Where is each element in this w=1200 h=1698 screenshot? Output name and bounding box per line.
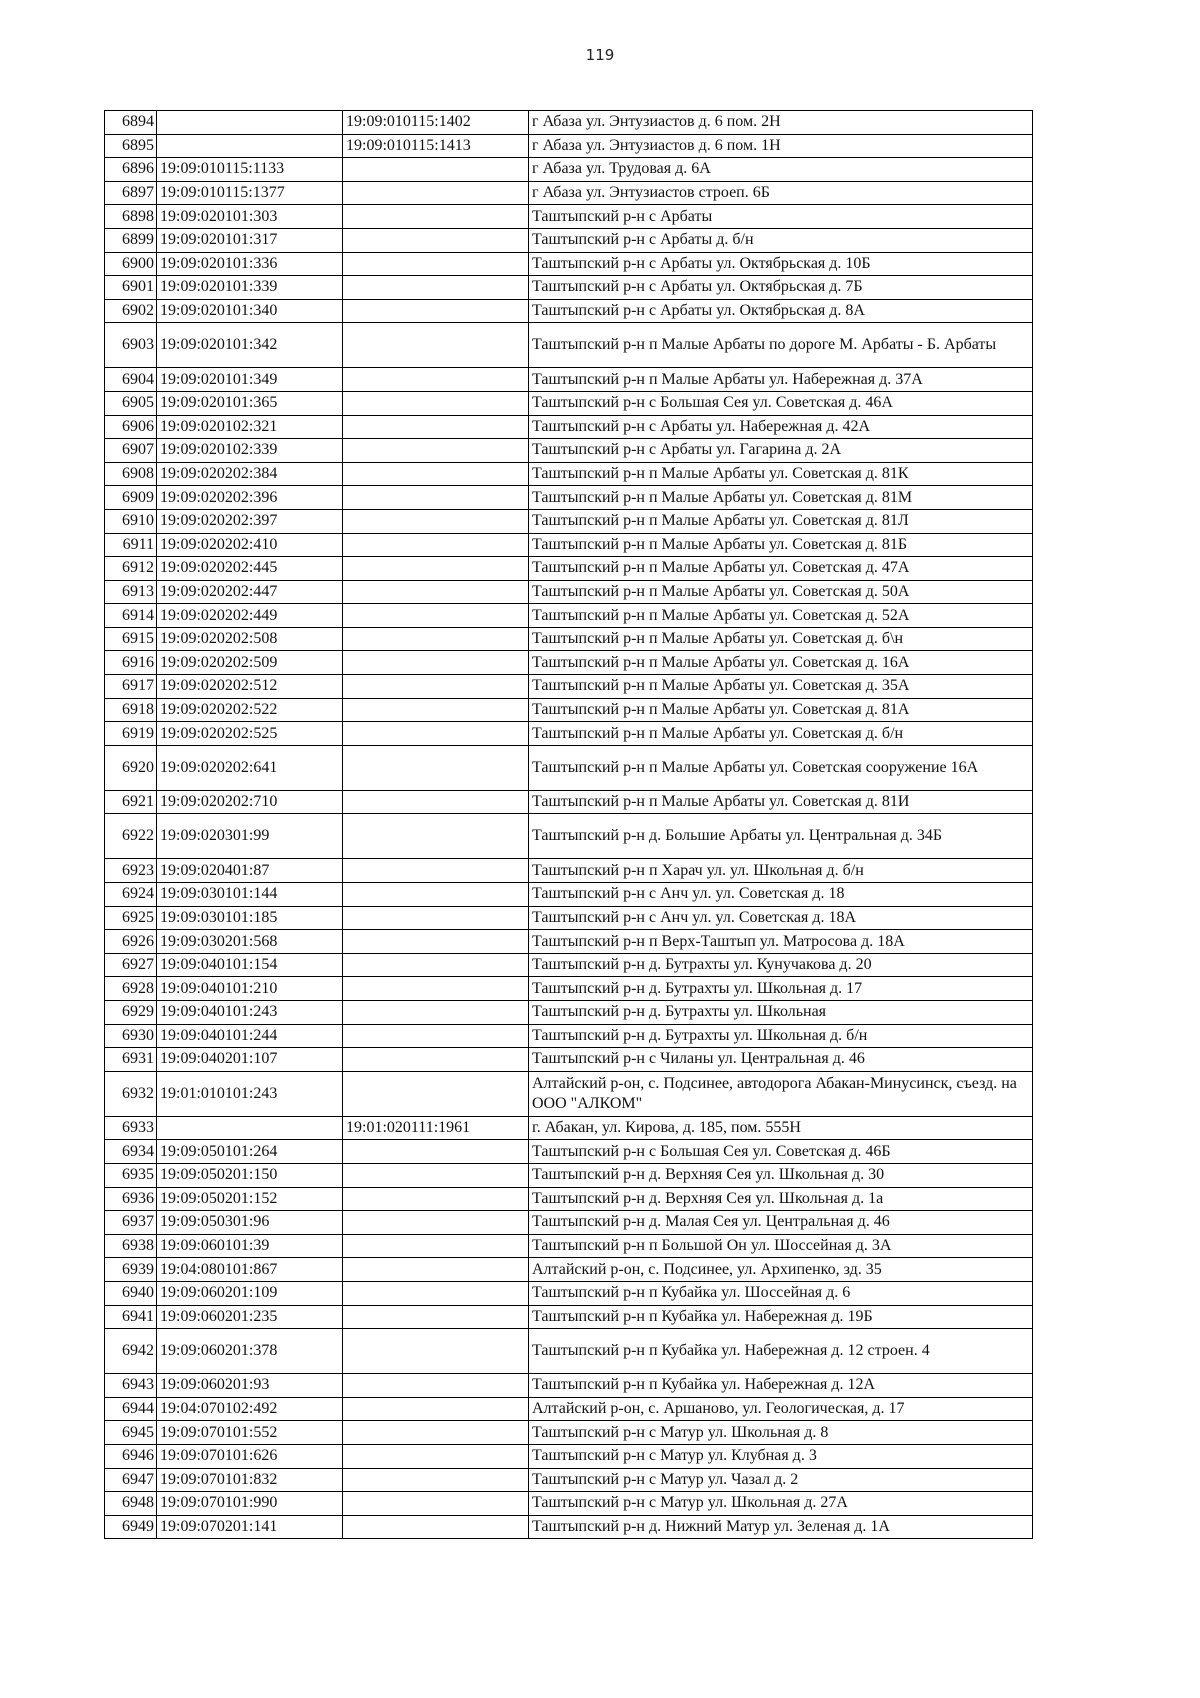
row-number-cell: 6920 <box>105 745 157 790</box>
table-row <box>105 1444 1033 1468</box>
cadastral-number-cell: 19:09:020101:336 <box>157 252 343 276</box>
row-number-cell: 6895 <box>105 134 157 158</box>
premises-cadastral-cell <box>343 368 529 392</box>
table-row <box>105 1234 1033 1258</box>
address-cell: Таштыпский р-н д. Большие Арбаты ул. Центральная д. 34Б <box>529 814 1033 859</box>
premises-cadastral-cell <box>343 930 529 954</box>
table-row <box>105 790 1033 814</box>
premises-cadastral-cell <box>343 1258 529 1282</box>
table-row <box>105 1048 1033 1072</box>
premises-cadastral-cell <box>343 158 529 182</box>
address-cell: Таштыпский р-н с Большая Сея ул. Советская д. 46А <box>529 391 1033 415</box>
registry-table-body <box>105 111 1033 1539</box>
row-number-cell: 6901 <box>105 276 157 300</box>
cadastral-number-cell <box>157 134 343 158</box>
table-row <box>105 181 1033 205</box>
address-cell: Таштыпский р-н с Арбаты ул. Октябрьская д. 10Б <box>529 252 1033 276</box>
row-number-cell: 6923 <box>105 859 157 883</box>
registry-table <box>104 110 1033 1539</box>
address-cell: Таштыпский р-н с Арбаты д. б/н <box>529 228 1033 252</box>
cadastral-number-cell: 19:04:080101:867 <box>157 1258 343 1282</box>
row-number-cell: 6946 <box>105 1444 157 1468</box>
cadastral-number-cell: 19:09:060201:93 <box>157 1374 343 1398</box>
cadastral-number-cell: 19:09:020202:397 <box>157 509 343 533</box>
premises-cadastral-cell <box>343 1163 529 1187</box>
premises-cadastral-cell <box>343 580 529 604</box>
row-number-cell: 6915 <box>105 627 157 651</box>
table-row <box>105 368 1033 392</box>
address-cell: Таштыпский р-н п Малые Арбаты ул. Советская д. 81А <box>529 698 1033 722</box>
table-row <box>105 675 1033 699</box>
address-cell: Таштыпский р-н п Малые Арбаты ул. Советская д. 81И <box>529 790 1033 814</box>
cadastral-number-cell: 19:09:020101:342 <box>157 323 343 368</box>
row-number-cell: 6938 <box>105 1234 157 1258</box>
premises-cadastral-cell <box>343 1211 529 1235</box>
cadastral-number-cell: 19:09:040101:243 <box>157 1001 343 1025</box>
premises-cadastral-cell <box>343 1071 529 1116</box>
premises-cadastral-cell: 19:01:020111:1961 <box>343 1116 529 1140</box>
premises-cadastral-cell <box>343 722 529 746</box>
cadastral-number-cell: 19:09:060201:378 <box>157 1329 343 1374</box>
row-number-cell: 6942 <box>105 1329 157 1374</box>
cadastral-number-cell: 19:09:070101:990 <box>157 1492 343 1516</box>
table-row <box>105 1468 1033 1492</box>
premises-cadastral-cell <box>343 1048 529 1072</box>
address-cell: г Абаза ул. Энтузиастов д. 6 пом. 1Н <box>529 134 1033 158</box>
table-row <box>105 111 1033 135</box>
cadastral-number-cell: 19:09:030101:144 <box>157 883 343 907</box>
table-row <box>105 533 1033 557</box>
cadastral-number-cell: 19:09:020101:317 <box>157 228 343 252</box>
address-cell: Таштыпский р-н п Харач ул. ул. Школьная д. б/н <box>529 859 1033 883</box>
premises-cadastral-cell <box>343 1140 529 1164</box>
address-cell: Таштыпский р-н д. Бутрахты ул. Школьная д. 17 <box>529 977 1033 1001</box>
premises-cadastral-cell <box>343 675 529 699</box>
cadastral-number-cell: 19:09:050101:264 <box>157 1140 343 1164</box>
table-row <box>105 604 1033 628</box>
premises-cadastral-cell <box>343 1329 529 1374</box>
row-number-cell: 6921 <box>105 790 157 814</box>
table-row <box>105 391 1033 415</box>
table-row <box>105 698 1033 722</box>
row-number-cell: 6902 <box>105 299 157 323</box>
premises-cadastral-cell <box>343 1468 529 1492</box>
row-number-cell: 6922 <box>105 814 157 859</box>
premises-cadastral-cell <box>343 790 529 814</box>
premises-cadastral-cell <box>343 745 529 790</box>
cadastral-number-cell: 19:09:020202:447 <box>157 580 343 604</box>
address-cell: Таштыпский р-н с Арбаты ул. Гагарина д. 2А <box>529 439 1033 463</box>
cadastral-number-cell: 19:09:070101:626 <box>157 1444 343 1468</box>
cadastral-number-cell: 19:09:020202:445 <box>157 557 343 581</box>
row-number-cell: 6932 <box>105 1071 157 1116</box>
premises-cadastral-cell <box>343 252 529 276</box>
table-row <box>105 205 1033 229</box>
cadastral-number-cell: 19:09:040201:107 <box>157 1048 343 1072</box>
row-number-cell: 6914 <box>105 604 157 628</box>
table-row <box>105 509 1033 533</box>
address-cell: г Абаза ул. Энтузиастов д. 6 пом. 2Н <box>529 111 1033 135</box>
table-row <box>105 1305 1033 1329</box>
address-cell: Таштыпский р-н с Матур ул. Школьная д. 27А <box>529 1492 1033 1516</box>
table-row <box>105 276 1033 300</box>
address-cell: Таштыпский р-н д. Верхняя Сея ул. Школьная д. 30 <box>529 1163 1033 1187</box>
premises-cadastral-cell: 19:09:010115:1402 <box>343 111 529 135</box>
cadastral-number-cell: 19:09:040101:210 <box>157 977 343 1001</box>
table-row <box>105 953 1033 977</box>
table-row <box>105 486 1033 510</box>
premises-cadastral-cell <box>343 181 529 205</box>
premises-cadastral-cell <box>343 1374 529 1398</box>
cadastral-number-cell: 19:09:050301:96 <box>157 1211 343 1235</box>
table-row <box>105 134 1033 158</box>
cadastral-number-cell: 19:09:020202:410 <box>157 533 343 557</box>
cadastral-number-cell: 19:09:020202:508 <box>157 627 343 651</box>
address-cell: Таштыпский р-н д. Малая Сея ул. Центральная д. 46 <box>529 1211 1033 1235</box>
table-row <box>105 1421 1033 1445</box>
row-number-cell: 6905 <box>105 391 157 415</box>
row-number-cell: 6924 <box>105 883 157 907</box>
cadastral-number-cell: 19:09:020301:99 <box>157 814 343 859</box>
table-row <box>105 462 1033 486</box>
table-row <box>105 1187 1033 1211</box>
cadastral-number-cell: 19:09:020202:522 <box>157 698 343 722</box>
row-number-cell: 6918 <box>105 698 157 722</box>
table-row <box>105 1258 1033 1282</box>
premises-cadastral-cell: 19:09:010115:1413 <box>343 134 529 158</box>
row-number-cell: 6904 <box>105 368 157 392</box>
table-row <box>105 1492 1033 1516</box>
address-cell: Таштыпский р-н п Кубайка ул. Шоссейная д. 6 <box>529 1281 1033 1305</box>
row-number-cell: 6945 <box>105 1421 157 1445</box>
cadastral-number-cell: 19:09:020101:339 <box>157 276 343 300</box>
cadastral-number-cell: 19:09:030201:568 <box>157 930 343 954</box>
row-number-cell: 6925 <box>105 906 157 930</box>
cadastral-number-cell: 19:04:070102:492 <box>157 1397 343 1421</box>
address-cell: Таштыпский р-н с Матур ул. Клубная д. 3 <box>529 1444 1033 1468</box>
premises-cadastral-cell <box>343 906 529 930</box>
row-number-cell: 6934 <box>105 1140 157 1164</box>
cadastral-number-cell: 19:09:020202:641 <box>157 745 343 790</box>
row-number-cell: 6947 <box>105 1468 157 1492</box>
address-cell: Таштыпский р-н п Малые Арбаты ул. Советская д. 35А <box>529 675 1033 699</box>
table-row <box>105 1140 1033 1164</box>
table-row <box>105 1071 1033 1116</box>
address-cell: Таштыпский р-н п Верх-Таштып ул. Матросова д. 18А <box>529 930 1033 954</box>
table-row <box>105 883 1033 907</box>
table-row <box>105 906 1033 930</box>
table-row <box>105 814 1033 859</box>
row-number-cell: 6909 <box>105 486 157 510</box>
premises-cadastral-cell <box>343 1001 529 1025</box>
row-number-cell: 6897 <box>105 181 157 205</box>
row-number-cell: 6906 <box>105 415 157 439</box>
premises-cadastral-cell <box>343 1397 529 1421</box>
address-cell: Таштыпский р-н д. Верхняя Сея ул. Школьная д. 1а <box>529 1187 1033 1211</box>
table-row <box>105 1515 1033 1539</box>
premises-cadastral-cell <box>343 1024 529 1048</box>
row-number-cell: 6919 <box>105 722 157 746</box>
premises-cadastral-cell <box>343 1187 529 1211</box>
address-cell: Таштыпский р-н д. Бутрахты ул. Школьная д. б/н <box>529 1024 1033 1048</box>
address-cell: Таштыпский р-н п Малые Арбаты ул. Советская д. 81М <box>529 486 1033 510</box>
address-cell: Таштыпский р-н с Анч ул. ул. Советская д. 18 <box>529 883 1033 907</box>
row-number-cell: 6913 <box>105 580 157 604</box>
row-number-cell: 6937 <box>105 1211 157 1235</box>
premises-cadastral-cell <box>343 1234 529 1258</box>
cadastral-number-cell: 19:09:050201:152 <box>157 1187 343 1211</box>
table-row <box>105 651 1033 675</box>
premises-cadastral-cell <box>343 462 529 486</box>
table-row <box>105 1397 1033 1421</box>
premises-cadastral-cell <box>343 953 529 977</box>
table-row <box>105 859 1033 883</box>
table-row <box>105 930 1033 954</box>
row-number-cell: 6894 <box>105 111 157 135</box>
row-number-cell: 6910 <box>105 509 157 533</box>
row-number-cell: 6939 <box>105 1258 157 1282</box>
premises-cadastral-cell <box>343 698 529 722</box>
cadastral-number-cell: 19:09:020202:396 <box>157 486 343 510</box>
cadastral-number-cell: 19:09:020101:349 <box>157 368 343 392</box>
page-number: 119 <box>585 46 615 64</box>
address-cell: Таштыпский р-н с Арбаты ул. Набережная д. 42А <box>529 415 1033 439</box>
cadastral-number-cell: 19:09:020101:365 <box>157 391 343 415</box>
table-row <box>105 745 1033 790</box>
cadastral-number-cell: 19:09:010115:1133 <box>157 158 343 182</box>
row-number-cell: 6928 <box>105 977 157 1001</box>
address-cell: Таштыпский р-н с Арбаты <box>529 205 1033 229</box>
premises-cadastral-cell <box>343 1444 529 1468</box>
cadastral-number-cell: 19:09:020202:710 <box>157 790 343 814</box>
table-row <box>105 228 1033 252</box>
row-number-cell: 6940 <box>105 1281 157 1305</box>
address-cell: г. Абакан, ул. Кирова, д. 185, пом. 555Н <box>529 1116 1033 1140</box>
address-cell: Таштыпский р-н п Малые Арбаты ул. Советская д. 81Л <box>529 509 1033 533</box>
table-row <box>105 252 1033 276</box>
premises-cadastral-cell <box>343 205 529 229</box>
address-cell: Таштыпский р-н с Матур ул. Школьная д. 8 <box>529 1421 1033 1445</box>
premises-cadastral-cell <box>343 276 529 300</box>
address-cell: Таштыпский р-н п Большой Он ул. Шоссейная д. 3А <box>529 1234 1033 1258</box>
premises-cadastral-cell <box>343 604 529 628</box>
address-cell: Таштыпский р-н п Малые Арбаты ул. Советская д. 16А <box>529 651 1033 675</box>
table-row <box>105 1024 1033 1048</box>
row-number-cell: 6903 <box>105 323 157 368</box>
cadastral-number-cell: 19:09:050201:150 <box>157 1163 343 1187</box>
cadastral-number-cell: 19:09:020202:509 <box>157 651 343 675</box>
premises-cadastral-cell <box>343 415 529 439</box>
table-row <box>105 977 1033 1001</box>
premises-cadastral-cell <box>343 391 529 415</box>
premises-cadastral-cell <box>343 533 529 557</box>
cadastral-number-cell: 19:09:030101:185 <box>157 906 343 930</box>
premises-cadastral-cell <box>343 814 529 859</box>
cadastral-number-cell: 19:09:020202:525 <box>157 722 343 746</box>
table-row <box>105 1329 1033 1374</box>
row-number-cell: 6941 <box>105 1305 157 1329</box>
cadastral-number-cell: 19:09:020102:321 <box>157 415 343 439</box>
table-row <box>105 299 1033 323</box>
cadastral-number-cell <box>157 1116 343 1140</box>
cadastral-number-cell: 19:09:020202:512 <box>157 675 343 699</box>
row-number-cell: 6930 <box>105 1024 157 1048</box>
address-cell: г Абаза ул. Трудовая д. 6А <box>529 158 1033 182</box>
premises-cadastral-cell <box>343 557 529 581</box>
cadastral-number-cell: 19:09:020101:303 <box>157 205 343 229</box>
address-cell: Таштыпский р-н с Арбаты ул. Октябрьская д. 7Б <box>529 276 1033 300</box>
cadastral-number-cell: 19:09:010115:1377 <box>157 181 343 205</box>
address-cell: Таштыпский р-н с Арбаты ул. Октябрьская д. 8А <box>529 299 1033 323</box>
cadastral-number-cell: 19:09:060201:235 <box>157 1305 343 1329</box>
address-cell: Таштыпский р-н п Кубайка ул. Набережная д. 12А <box>529 1374 1033 1398</box>
table-row <box>105 439 1033 463</box>
table-row <box>105 323 1033 368</box>
premises-cadastral-cell <box>343 323 529 368</box>
row-number-cell: 6896 <box>105 158 157 182</box>
table-row <box>105 1001 1033 1025</box>
table-row <box>105 1281 1033 1305</box>
row-number-cell: 6911 <box>105 533 157 557</box>
cadastral-number-cell: 19:09:020401:87 <box>157 859 343 883</box>
address-cell: Таштыпский р-н с Большая Сея ул. Советская д. 46Б <box>529 1140 1033 1164</box>
table-row <box>105 627 1033 651</box>
row-number-cell: 6899 <box>105 228 157 252</box>
premises-cadastral-cell <box>343 228 529 252</box>
address-cell: Таштыпский р-н п Малые Арбаты ул. Советская д. 81Б <box>529 533 1033 557</box>
premises-cadastral-cell <box>343 486 529 510</box>
row-number-cell: 6944 <box>105 1397 157 1421</box>
row-number-cell: 6933 <box>105 1116 157 1140</box>
address-cell: г Абаза ул. Энтузиастов строеп. 6Б <box>529 181 1033 205</box>
premises-cadastral-cell <box>343 977 529 1001</box>
premises-cadastral-cell <box>343 1281 529 1305</box>
row-number-cell: 6935 <box>105 1163 157 1187</box>
address-cell: Таштыпский р-н п Малые Арбаты ул. Советская д. б\н <box>529 627 1033 651</box>
cadastral-number-cell: 19:09:060101:39 <box>157 1234 343 1258</box>
row-number-cell: 6931 <box>105 1048 157 1072</box>
address-cell: Таштыпский р-н с Чиланы ул. Центральная д. 46 <box>529 1048 1033 1072</box>
row-number-cell: 6929 <box>105 1001 157 1025</box>
cadastral-number-cell: 19:09:020102:339 <box>157 439 343 463</box>
address-cell: Таштыпский р-н п Малые Арбаты ул. Советская д. 47А <box>529 557 1033 581</box>
row-number-cell: 6943 <box>105 1374 157 1398</box>
row-number-cell: 6908 <box>105 462 157 486</box>
cadastral-number-cell: 19:09:060201:109 <box>157 1281 343 1305</box>
address-cell: Алтайский р-он, с. Аршаново, ул. Геологическая, д. 17 <box>529 1397 1033 1421</box>
cadastral-number-cell: 19:09:070101:832 <box>157 1468 343 1492</box>
cadastral-number-cell: 19:09:040101:154 <box>157 953 343 977</box>
address-cell: Таштыпский р-н п Малые Арбаты ул. Советская д. 81К <box>529 462 1033 486</box>
premises-cadastral-cell <box>343 651 529 675</box>
table-row <box>105 1116 1033 1140</box>
table-row <box>105 722 1033 746</box>
address-cell: Алтайский р-он, с. Подсинее, автодорога Абакан-Минусинск, съезд. на ООО "АЛКОМ" <box>529 1071 1033 1116</box>
address-cell: Таштыпский р-н д. Нижний Матур ул. Зеленая д. 1А <box>529 1515 1033 1539</box>
row-number-cell: 6936 <box>105 1187 157 1211</box>
premises-cadastral-cell <box>343 1305 529 1329</box>
address-cell: Таштыпский р-н д. Бутрахты ул. Кунучакова д. 20 <box>529 953 1033 977</box>
row-number-cell: 6927 <box>105 953 157 977</box>
premises-cadastral-cell <box>343 439 529 463</box>
premises-cadastral-cell <box>343 883 529 907</box>
table-row <box>105 1374 1033 1398</box>
premises-cadastral-cell <box>343 509 529 533</box>
cadastral-number-cell <box>157 111 343 135</box>
address-cell: Таштыпский р-н п Кубайка ул. Набережная д. 12 строен. 4 <box>529 1329 1033 1374</box>
premises-cadastral-cell <box>343 1492 529 1516</box>
row-number-cell: 6949 <box>105 1515 157 1539</box>
premises-cadastral-cell <box>343 1421 529 1445</box>
address-cell: Таштыпский р-н д. Бутрахты ул. Школьная <box>529 1001 1033 1025</box>
address-cell: Алтайский р-он, с. Подсинее, ул. Архипенко, зд. 35 <box>529 1258 1033 1282</box>
address-cell: Таштыпский р-н с Анч ул. ул. Советская д. 18А <box>529 906 1033 930</box>
row-number-cell: 6948 <box>105 1492 157 1516</box>
address-cell: Таштыпский р-н п Малые Арбаты по дороге М. Арбаты - Б. Арбаты <box>529 323 1033 368</box>
table-row <box>105 158 1033 182</box>
row-number-cell: 6898 <box>105 205 157 229</box>
row-number-cell: 6926 <box>105 930 157 954</box>
address-cell: Таштыпский р-н с Матур ул. Чазал д. 2 <box>529 1468 1033 1492</box>
address-cell: Таштыпский р-н п Малые Арбаты ул. Советская сооружение 16А <box>529 745 1033 790</box>
table-row <box>105 1211 1033 1235</box>
address-cell: Таштыпский р-н п Малые Арбаты ул. Набережная д. 37А <box>529 368 1033 392</box>
cadastral-number-cell: 19:09:020202:449 <box>157 604 343 628</box>
cadastral-number-cell: 19:09:020101:340 <box>157 299 343 323</box>
cadastral-number-cell: 19:01:010101:243 <box>157 1071 343 1116</box>
row-number-cell: 6912 <box>105 557 157 581</box>
table-row <box>105 580 1033 604</box>
cadastral-number-cell: 19:09:070201:141 <box>157 1515 343 1539</box>
row-number-cell: 6916 <box>105 651 157 675</box>
address-cell: Таштыпский р-н п Кубайка ул. Набережная д. 19Б <box>529 1305 1033 1329</box>
cadastral-number-cell: 19:09:040101:244 <box>157 1024 343 1048</box>
table-row <box>105 415 1033 439</box>
premises-cadastral-cell <box>343 299 529 323</box>
row-number-cell: 6900 <box>105 252 157 276</box>
cadastral-number-cell: 19:09:070101:552 <box>157 1421 343 1445</box>
row-number-cell: 6917 <box>105 675 157 699</box>
table-row <box>105 1163 1033 1187</box>
table-row <box>105 557 1033 581</box>
address-cell: Таштыпский р-н п Малые Арбаты ул. Советская д. б/н <box>529 722 1033 746</box>
cadastral-number-cell: 19:09:020202:384 <box>157 462 343 486</box>
premises-cadastral-cell <box>343 627 529 651</box>
premises-cadastral-cell <box>343 1515 529 1539</box>
row-number-cell: 6907 <box>105 439 157 463</box>
address-cell: Таштыпский р-н п Малые Арбаты ул. Советская д. 52А <box>529 604 1033 628</box>
premises-cadastral-cell <box>343 859 529 883</box>
address-cell: Таштыпский р-н п Малые Арбаты ул. Советская д. 50А <box>529 580 1033 604</box>
